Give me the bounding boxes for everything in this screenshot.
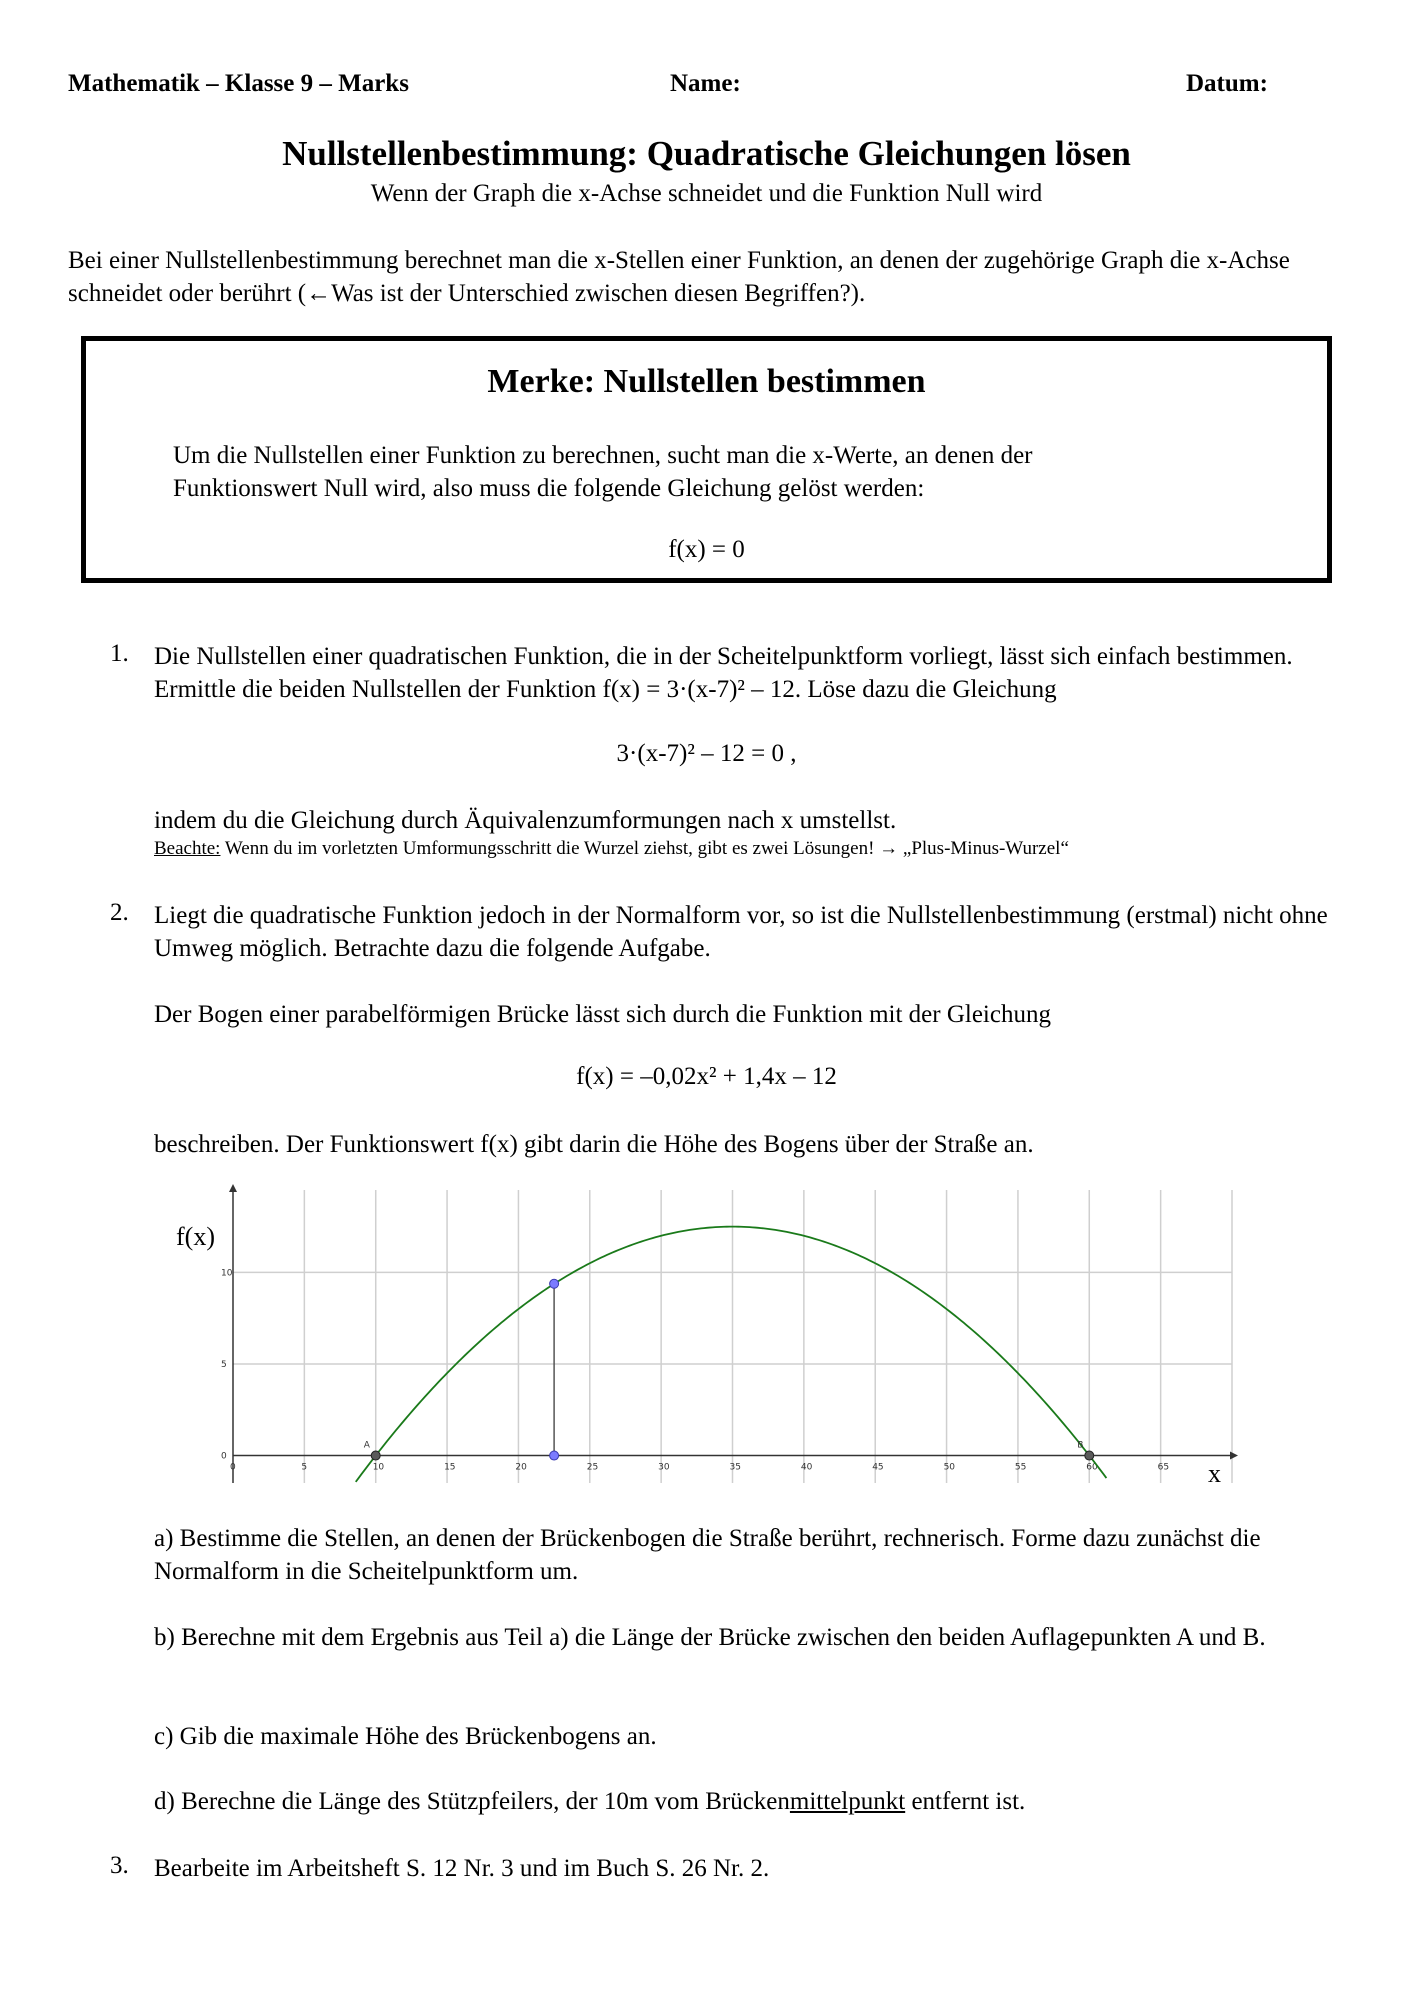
task-2d — [154, 1785, 1359, 1818]
header-name-label: Name: — [670, 70, 741, 97]
task-1-equation: 3·(x-7)² – 12 = 0 , — [616, 740, 797, 767]
merke-box — [81, 336, 1332, 583]
task-2-number: 2. — [110, 899, 129, 926]
task-1-note — [154, 838, 1374, 860]
x-tick-label: 35 — [729, 1462, 741, 1473]
x-tick-label: 15 — [444, 1462, 456, 1473]
point-b — [1085, 1451, 1094, 1460]
merke-title: Merke: Nullstellen bestimmen — [487, 363, 926, 400]
task-2-equation: f(x) = –0,02x² + 1,4x – 12 — [576, 1063, 837, 1090]
task-2c: c) Gib die maximale Höhe des Brückenbogens an. — [154, 1723, 657, 1750]
chart-curve-group — [356, 1227, 1107, 1482]
bridge-arch-curve — [356, 1227, 1107, 1482]
chart-axes — [229, 1184, 1238, 1483]
x-tick-label: 30 — [658, 1462, 670, 1473]
x-tick-label: 20 — [515, 1462, 527, 1473]
point-a — [371, 1451, 380, 1460]
task-2-text-after: beschreiben. Der Funktionswert f(x) gibt darin die Höhe des Bogens über der Straße an. — [154, 1131, 1034, 1158]
task-1-text-after: indem du die Gleichung durch Äquivalenzumformungen nach x umstellst. — [154, 807, 897, 834]
x-tick-label: 65 — [1157, 1462, 1170, 1473]
chart-grid — [233, 1190, 1232, 1483]
task-1-number: 1. — [110, 640, 129, 667]
x-tick-label: 10 — [372, 1462, 385, 1473]
page-title: Nullstellenbestimmung: Quadratische Gleichungen lösen — [282, 134, 1131, 173]
task-2-bridge-text: Der Bogen einer parabelförmigen Brücke lässt sich durch die Funktion mit der Gleichung — [154, 1001, 1051, 1028]
pillar-bottom-point — [550, 1451, 559, 1460]
y-tick-label: 10 — [221, 1268, 233, 1279]
header-subject: Mathematik – Klasse 9 – Marks — [68, 70, 409, 97]
chart-points — [364, 1279, 1094, 1460]
task-1-text: Die Nullstellen einer quadratischen Funktion, die in der Scheitelpunktform vorliegt, lässt sich einfach bestimmen. Ermittle die beiden Nullstellen der Funktion f(x) = 3·(x-7)² – 12. Löse dazu die Gleichung — [154, 643, 1293, 703]
chart-xlabel: x — [1208, 1459, 1221, 1488]
chart-ylabel: f(x) — [176, 1222, 215, 1251]
x-tick-label: 50 — [943, 1462, 956, 1473]
x-tick-label: 40 — [800, 1462, 813, 1473]
task-3-number: 3. — [110, 1852, 129, 1879]
task-1-note-text: Wenn du im vorletzten Umformungsschritt die Wurzel ziehst, gibt es zwei Lösungen! → „Plus-Minus-Wurzel“ — [220, 838, 1069, 859]
x-tick-label: 60 — [1086, 1462, 1098, 1473]
chart-ticks — [221, 1268, 1169, 1472]
task-1-note-label: Beachte: — [154, 838, 221, 859]
task-2d-underlined: mittelpunkt — [789, 1788, 906, 1815]
x-axis-arrow — [1230, 1452, 1238, 1460]
task-2b: b) Berechne mit dem Ergebnis aus Teil a) die Länge der Brücke zwischen den beiden Auflagepunkten A und B. — [154, 1624, 1266, 1651]
header-date-label: Datum: — [1186, 70, 1268, 97]
x-tick-label: 0 — [230, 1462, 236, 1473]
task-2a: a) Bestimme die Stellen, an denen der Brückenbogen die Straße berührt, rechnerisch. Forme dazu zunächst die Normalform in die Scheitelpunktform um. — [154, 1525, 1261, 1585]
x-tick-label: 25 — [586, 1462, 599, 1473]
task-2d-after: entfernt ist. — [905, 1788, 1026, 1815]
task-2d-before: d) Berechne die Länge des Stützpfeilers, der 10m vom Brücken — [154, 1788, 790, 1815]
point-label-a: A — [363, 1440, 370, 1451]
y-tick-label: 5 — [221, 1359, 227, 1370]
task-3-text: Bearbeite im Arbeitsheft S. 12 Nr. 3 und im Buch S. 26 Nr. 2. — [154, 1855, 770, 1882]
intro-paragraph: Bei einer Nullstellenbestimmung berechnet man die x-Stellen einer Funktion, an denen der zugehörige Graph die x-Achse schneidet oder berührt (←Was ist der Unterschied zwischen diesen Begriffen?). — [68, 247, 1290, 307]
y-axis-arrow — [229, 1184, 237, 1192]
point-label-b: B — [1077, 1440, 1084, 1451]
y-tick-label: 0 — [221, 1451, 227, 1462]
page-subtitle: Wenn der Graph die x-Achse schneidet und die Funktion Null wird — [370, 180, 1043, 207]
x-tick-label: 45 — [872, 1462, 884, 1473]
merke-text: Um die Nullstellen einer Funktion zu berechnen, sucht man die x-Werte, an denen der Funktionswert Null wird, also muss die folgende Gleichung gelöst werden: — [173, 442, 1033, 502]
merke-equation: f(x) = 0 — [668, 536, 745, 563]
x-tick-label: 55 — [1014, 1462, 1027, 1473]
x-tick-label: 5 — [301, 1462, 308, 1473]
task-2-text: Liegt die quadratische Funktion jedoch in der Normalform vor, so ist die Nullstellenbestimmung (erstmal) nicht ohne Umweg möglich. Betrachte dazu die folgende Aufgabe. — [154, 902, 1328, 962]
pillar-top-point — [550, 1279, 559, 1288]
